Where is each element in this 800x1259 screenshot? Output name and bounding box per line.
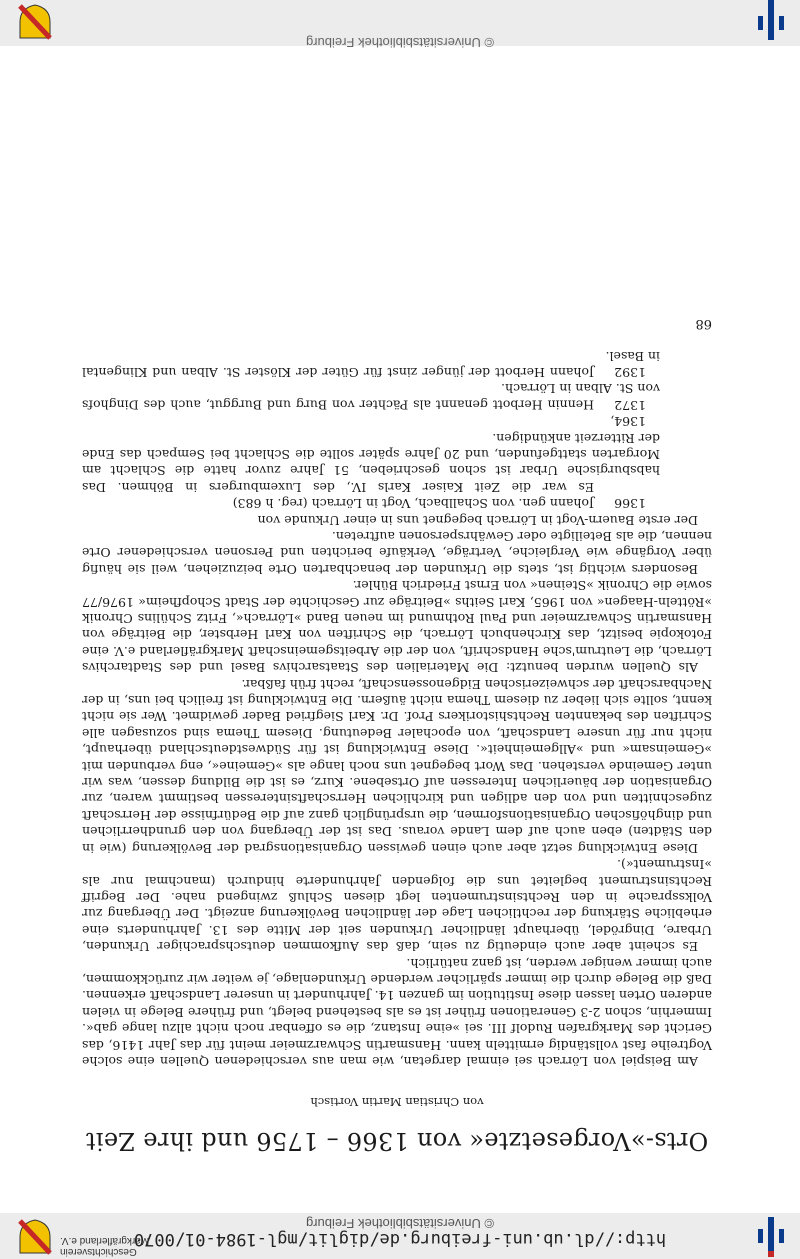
list-item: 1392Johann Herbott der jünger zinst für Güter der Klöster St. Alban und Klingental in Basel.: [82, 348, 660, 380]
viewer-footer-band: [0, 0, 800, 50]
viewer-header-band: [0, 1213, 800, 1259]
paragraph: Diese Entwicklung setzt aber auch einen gewissen Organisationsgrad der Bevölkerung (wie in den Städten) eben auch auf dem Lande voraus. Das ist der Übergang von den grundherrlichen und dinghöfischen Organisationsformen, die ursprünglich ganz auf die Bedürfnisse der Herrschaft zugeschnitten und von den adligen und kirchlichen Herrschaftsinteressen bestimmt waren, zur Organisation der bäuerlichen Interessen auf Ortsebene. Kurz, es ist die Bildung dessen, was wir unter Gemeinde verstehen. Das Wort begegnet uns noch lange als »Gemeine«, eng verbunden mit »Gemeinsam« und »Allgemeinheit«. Diese Entwicklung ist für Südwestdeutschland überhaupt, nicht nur für unsere Landschaft, von epochaler Bedeutung. Diesem Thema sind sozusagen alle Schriften des bekannten Rechtshistorikers Prof. Dr. Karl Siegfried Bader gewidmet. Wer sie nicht kennt, sollte sich lieber zu diesem Thema nicht äußern. Die Entwicklung ist freilich bei uns, in der Nachbarschaft der schweizerischen Eidgenossenschaft, recht früh faßbar.: [82, 676, 712, 856]
partner-crest-logo-footer: [18, 4, 52, 40]
vogt-list: [82, 347, 712, 511]
list-item: 1366Johann gen. von Schallbach, Vogt in Lörrach (reg. h 683): [232, 496, 646, 512]
paragraph: Der erste Bauern-Vogt in Lörrach begegnet uns in einer Urkunde von: [257, 512, 698, 528]
list-item: 1364, 1372Hennin Herbott genannt als Pächter von Burg und Burggut, auch des Dinghofs von St. Alban in Lörrach.: [82, 381, 660, 430]
article-body: [82, 315, 712, 1069]
paragraph: Es scheint aber auch eindeutig zu sein, daß das Aufkommen deutschsprachiger Urkunden, Urbare, Dingrödel, überhaupt ländlicher Urkunden seit der Mitte des 13. Jahrhunderts eine erhebliche Stärkung der rechtlichen Lage der ländlichen Bevölkerung anzeigt. Der Übergang zur Volkssprache in den Rechtsinstrumenten legt diesen Schluß zwingend nahe. Der Begriff Rechtsinstrument begleitet uns die folgenden Jahrhunderte hindurch (manchmal nur als »Instrument«).: [82, 857, 712, 955]
paragraph: Besonders wichtig ist, stets die Urkunden der benachbarten Orte beizuziehen, weil sie häufig über Vorgänge wie Vergleiche, Verträge, Verkäufe berichten und Personen verschiedener Orte nennen, die als Beteiligte oder Gewährspersonen auftreten.: [82, 529, 712, 577]
paragraph: Als Quellen wurden benutzt: Die Materialien des Staatsarchivs Basel und des Stadtarchivs Lörrach, die Leutrum'sche Handschrift, von der die Arbeitsgemeinschaft Markgräflerland e.V. eine Fotokopie besitzt, das Kirchenbuch Lörrach, die Schriften von Karl Herbster, die Beiträge von Hansmartin Schwarzmeier und Paul Rothmund im neuen Band »Lörrach«, Fritz Schülins Chronik »Rötteln-Haagen« von 1965, Karl Seiths »Beiträge zur Geschichte der Stadt Schopfheim« 1976/77 sowie die Chronik »Steinen« von Ernst Friedrich Bühler.: [82, 578, 712, 676]
paragraph: Am Beispiel von Lörrach sei einmal dargetan, wie man aus verschiedenen Quellen eine solche Vogtreihe fast vollständig ermitteln kann. Hansmartin Schwarzmeier meint für das Jahr 1416, das Gericht des Markgrafen Rudolf III. sei »eine Instanz, die es offenbar noch nicht allzu lange gab«. Immerhin, schon 2-3 Generationen früher ist es als bestehend belegt, und frühere Belege in vielen anderen Orten lassen diese Institution im ganzen 14. Jahrhundert in unserer Landschaft erkennen. Daß die Belege durch die immer spärlicher werdende Urkundenlage, je weiter wir zurückkommen, auch immer weniger werden, ist ganz natürlich.: [82, 955, 712, 1069]
list-item: Es war die Zeit Kaiser Karls IV., des Luxemburgers in Böhmen. Das habsburgische Urbar ist schon geschrieben, 51 Jahre zuvor hatte die Schlacht am Morgarten stattgefunden, und 20 Jahre später sollte die Schlacht bei Sempach das Ende der Ritterzeit ankündigen.: [82, 430, 660, 495]
partner-label: Geschichtsverein Markgräflerland e.V.: [60, 1235, 150, 1257]
library-logo-footer: [758, 0, 784, 40]
article-title: Orts-»Vorgesetzte« von 1366 – 1756 und ihre Zeit: [85, 1127, 709, 1155]
provider-credit-footer: © Universitätsbibliothek Freiburg: [305, 35, 495, 50]
article-author: von Christian Martin Vortisch: [310, 1095, 484, 1109]
provider-credit: © Universitätsbibliothek Freiburg: [305, 1216, 495, 1231]
page-number: 68: [695, 316, 712, 332]
library-logo: [758, 1217, 784, 1257]
source-url-link[interactable]: http://dl.ub.uni-freiburg.de/diglit/mgl-1984-01/0070: [133, 1229, 667, 1249]
partner-crest-logo: [18, 1219, 52, 1255]
